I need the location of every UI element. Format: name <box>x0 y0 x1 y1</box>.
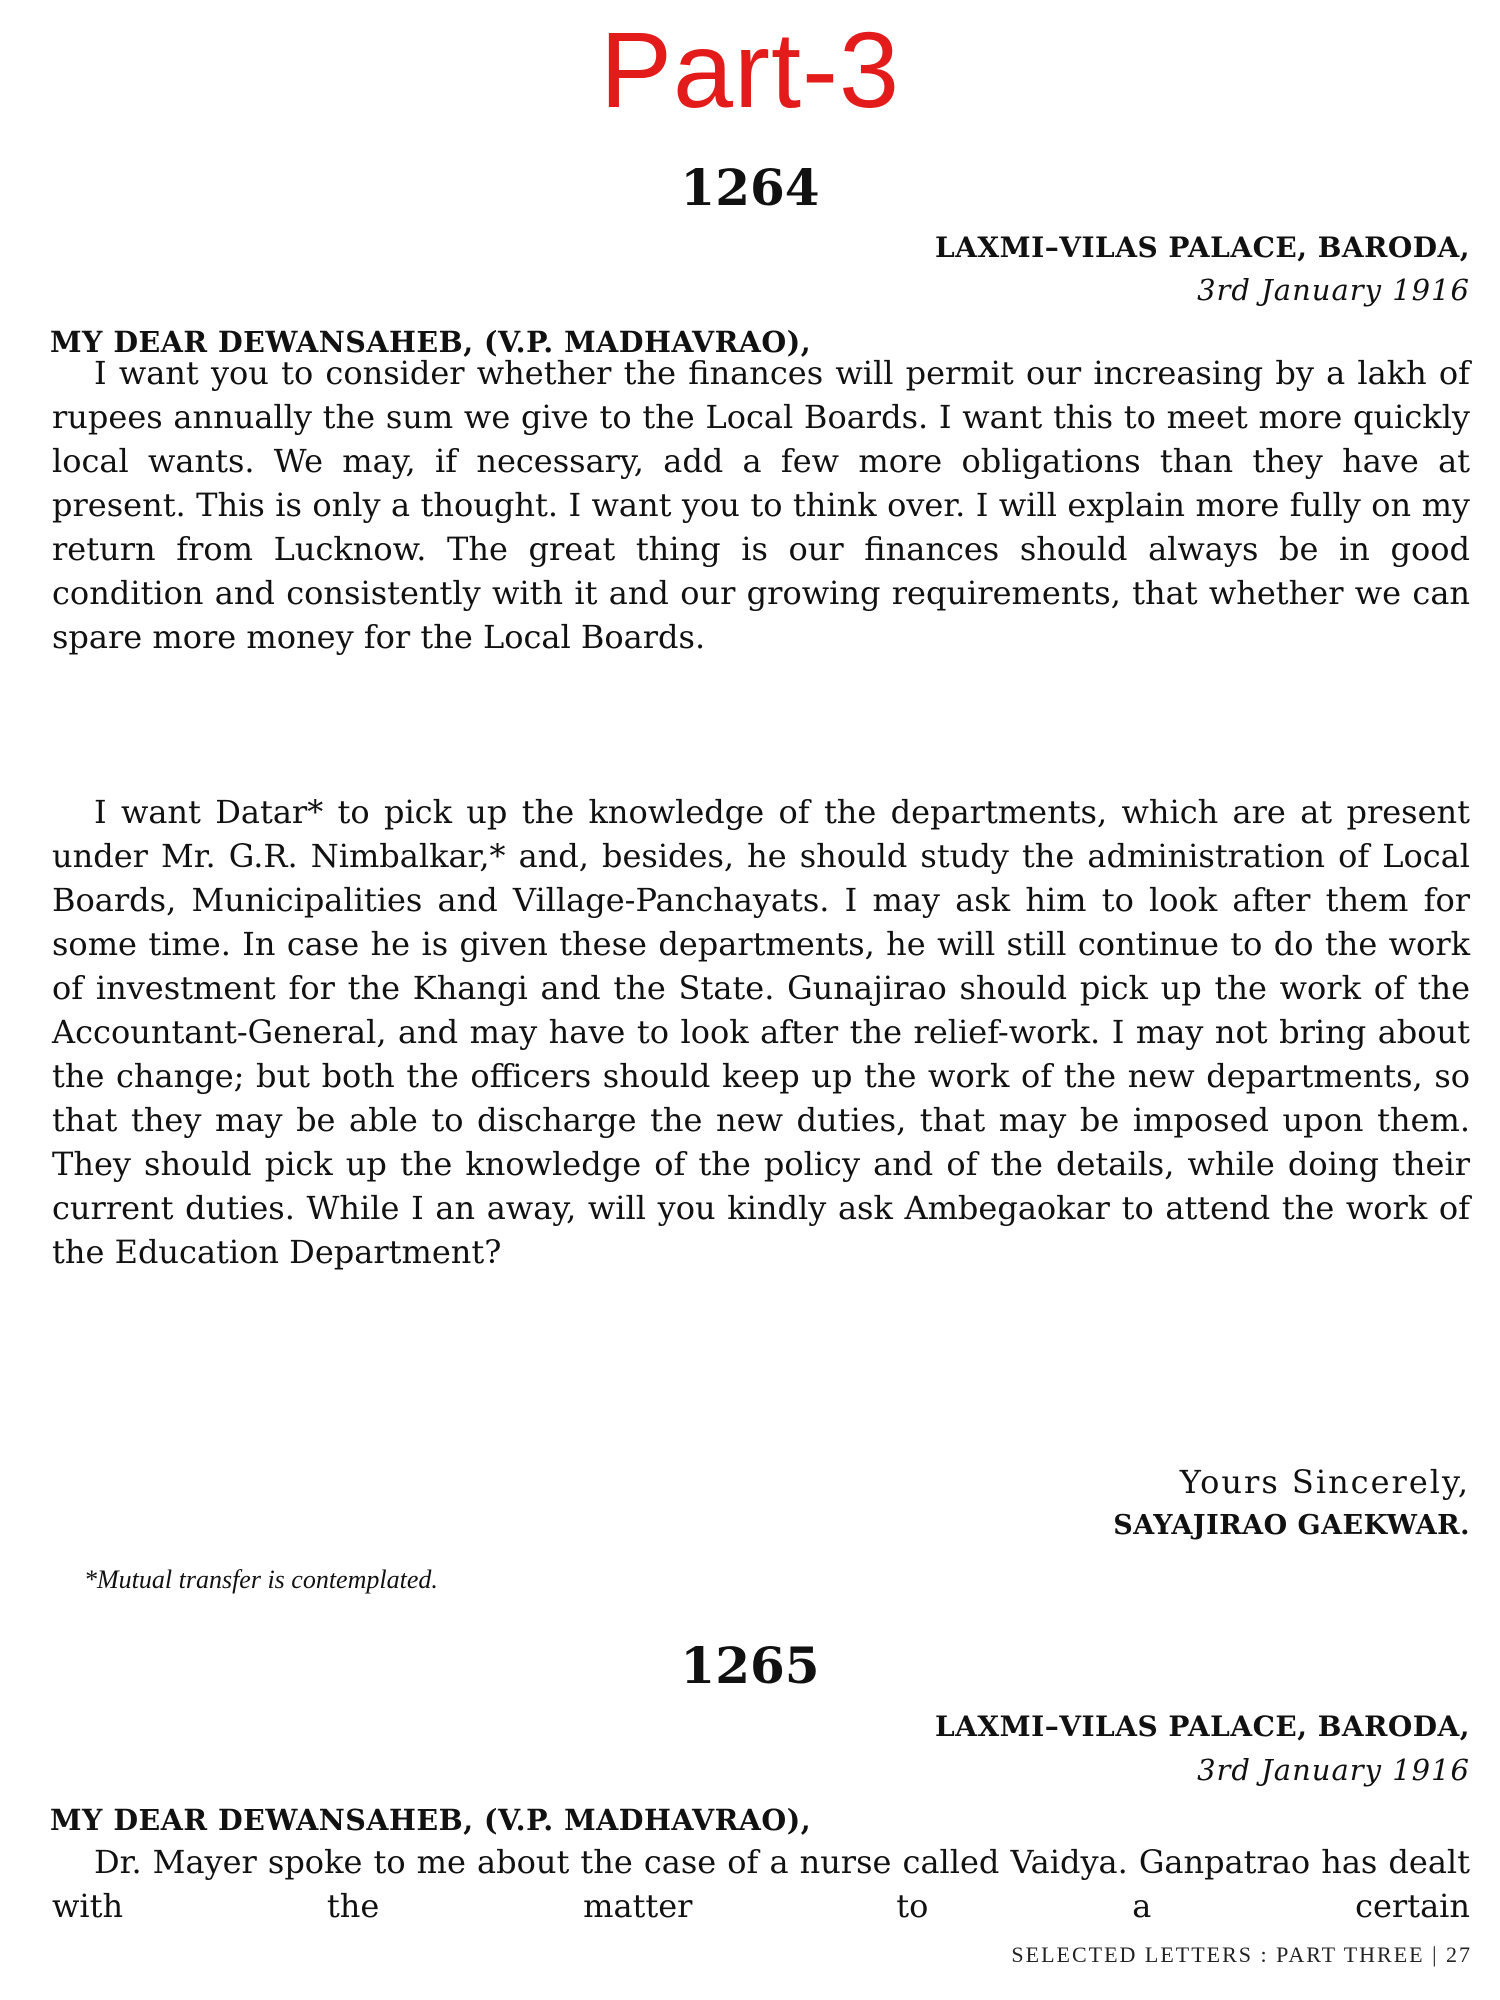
letter-body <box>52 790 1470 1274</box>
paragraph: I want Datar* to pick up the knowledge of the departments, which are at present under Mr. G.R. Nimbalkar,* and, besides, he should study the administration of Local Boards, Municipalities and Village-Panchayats. I may ask him to look after them for some time. In case he is given these departments, he will still continue to do the work of investment for the Khangi and the State. Gunajirao should pick up the work of the Accountant-General, and may have to look after the relief-work. I may not bring about the change; but both the officers should keep up the work of the new departments, so that they may be able to discharge the new duties, that may be imposed upon them. They should pick up the knowledge of the policy and of the details, while doing their current duties. While I an away, will you kindly ask Ambegaokar to attend the work of the Education Department? <box>52 793 1470 1271</box>
letter-salutation: MY DEAR DEWANSAHEB, (V.P. MADHAVRAO), <box>50 325 812 359</box>
letter-number: 1265 <box>680 1636 820 1695</box>
letter-number: 1264 <box>680 158 820 217</box>
letter-place: LAXMI–VILAS PALACE, BARODA, <box>934 1710 1470 1743</box>
part-label: Part-3 <box>599 9 901 130</box>
paragraph: Dr. Mayer spoke to me about the case of a nurse called Vaidya. Ganpatrao has dealt with the matter to a certain <box>52 1843 1470 1925</box>
paragraph: I want you to consider whether the finances will permit our increasing by a lakh of rupees annually the sum we give to the Local Boards. I want this to meet more quickly local wants. We may, if necessary, add a few more obligations than they have at present. This is only a thought. I want you to think over. I will explain more fully on my return from Lucknow. The great thing is our finances should always be in good condition and consistently with it and our growing requirements, that whether we can spare more money for the Local Boards. <box>52 354 1470 656</box>
footnote: *Mutual transfer is contemplated. <box>84 1565 438 1594</box>
letter-signature: SAYAJIRAO GAEKWAR. <box>1113 1510 1470 1541</box>
letter-closing: Yours Sincerely, <box>1179 1463 1470 1501</box>
letter-body <box>52 1840 1470 1928</box>
letter-date: 3rd January 1916 <box>1197 1753 1470 1787</box>
letter-place: LAXMI–VILAS PALACE, BARODA, <box>934 231 1470 264</box>
letter-salutation: MY DEAR DEWANSAHEB, (V.P. MADHAVRAO), <box>50 1803 812 1837</box>
page-footer: SELECTED LETTERS : PART THREE | 27 <box>1011 1942 1472 1967</box>
letter-body <box>52 351 1470 659</box>
letter-date: 3rd January 1916 <box>1197 273 1470 307</box>
